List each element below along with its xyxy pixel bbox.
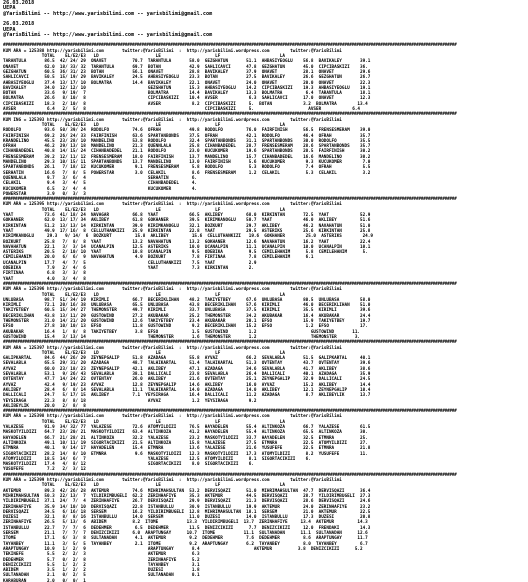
- result-row: ZERINHAFIYE 35.9 14/ 10/ 10 DERVISQAZI 22.8 ISTANBULLU 30.9 ISTANBULLU 19.9 AKTEMUR 24.0 ZERINHAFIYE 23.2: [3, 504, 371, 510]
- result-row: POWERSTAR 3.9 0/ 3/ 3: [3, 191, 86, 197]
- result-row: BAVIKALEY 34.0 12/ 12/ 10 GEZGHATUN 15.3 AHBASIYEOGLU 14.2 CIPCIBASKIZI 19.3 AHBASIYEOGLU 19.1: [3, 85, 371, 91]
- result-row: CELAKIL 9.4 3/ 4/ 5 CIHANBADEDEL 4.: [3, 181, 198, 187]
- result-row: TAYANBEY 11.1 3/ 5/ 5 TAYANBEY 2.1 ITOME 9.2 ARAPTUNGAY 6.2 TAYANBEY 8.0 TAYANBEY 6.7: [3, 541, 368, 547]
- result-row: OFRAH 46.2 29/ 13/ 18 MANDELINO 21.3 QUENNLALA 25.8 CIHANBADEDEL 28.7 FRENSESMERAM 28.6 SPARTANBONDS 35.7: [3, 144, 371, 150]
- result-row: SPARTANBONDS 26.1 7/ 18/ 12 KUCUKOMER 9.1 FRENSESMERAM 5.8 RODOLFO 5.3 RODOLFO 7.4 OFRAH 5.5: [3, 165, 371, 171]
- result-row: TAKIYETBEY 60.5 15/ 34/ 27 THEMONSTER 49.7 KIRIMLI 33.7 UNLUBASA 37.5 KIRIMLI 35.5 KIRIMLI 39.6: [3, 308, 371, 314]
- header-line: 26.03.2018: [3, 0, 35, 6]
- race-title: KUM ARA = 125395 http://yarisbilimi.com twitter:@YarisBilimi : http://yarisbilimi.wordpress.com twitter:@YarisBilimi: [3, 202, 342, 208]
- result-row: NAVAHATUN 22.1 3/ 3/ 14 UCANALPIN 12.5 ASTERIKS 10.0 UCANALPIN 11.1 UCANALPIN 10.0 UCANALPIN 10.1: [3, 244, 371, 250]
- result-row: TARANTULA 86.5 42/ 24/ 29 ONAVET 70.7 TARANTULA 58.0 GEZGHATUN 51.1 AHBASIYEOGLU 56.8 BAVIKALEY 39.1: [3, 59, 371, 65]
- result-row: ONAVET 62.0 18/ 33/ 32 TARANTULA 69.7 BOTAN 42.9 SAHLICAVCI 47.8 GEZGHATUN 45.0 CIPCIBASKIZI 36.: [3, 64, 368, 70]
- result-row: SIGORTACIKIZI 28.2 14/ 8/ 10 ETMNRA 9.6 MASKOTYILDIZI 12.3 MASKOTYILDIZI 17.3 ATOMYILDIZI 8.2 YUSUFEFE 11.: [3, 451, 368, 457]
- result-row: SERSEM 21.1 7/ 7/ 7 DENIZCIKIZI 6.0 ARAPTUNGAY 10.7 ITOME 11.1 SULTANADAN 11.1 SULTANADAN 12.6: [3, 531, 368, 536]
- result-row: ALTINKOZA 49.1 10/ 11/ 19 SIGORTACIKIZI 21.5 ALTINKOZA 15.8 YALAZESE 27.5 ETMNRA 22.5 ATOMYILDIZI 27.: [3, 440, 368, 446]
- result-row: YEYSIRAGA 22.3 8/ 8/ 18 AYVAZ 1.2 YEYSIRAGA 9.2: [3, 398, 257, 404]
- result-row: TEKINEFE 5.5 2/ 2/ 3 AKTEMUR 6.3: [3, 552, 200, 558]
- race-title: KUM ARA = 125397 http://yarisbilimi.com twitter:@YarisBilimi : http://yarisbilimi.wordpress.com twitter:@YarisBilimi: [3, 345, 342, 351]
- column-header: TOTAL EL/E2/E3 LD LE LF LA: [3, 483, 285, 489]
- separator-rule: ##############################################################################################################################################################################################: [3, 43, 457, 49]
- result-row: AYVAZ 42.4 9/ 19/ 23 AYVAZ 12.8 ZEYNEPGALIP 14.6 AKLIBEY 16.0 AYVAZ 15.2 AKLIBEY 14.4: [3, 382, 371, 388]
- separator-rule: ##############################################################################################################################################################################################: [3, 197, 457, 203]
- result-row: DERVISQAZI 34.5 6/ 16/ 18 SERSEM 16.2 YILDIRIMBUGELI 12.8 MIHRIMAHSULTAN 18.1 SERSEM 21.0 AKTEMUR 22.5: [3, 509, 371, 515]
- result-row: YALAZESE 91.9 34/ 32/ 77 YALAZESE 72.6 ATOMYILDIZI 76.5 HAYADELEN 55.4 ALTINKOZA 66.7 YALAZESE 61.5: [3, 425, 371, 430]
- result-row: THEMONSTER 31.0 14/ 21/ 20 GUSTOWIND 12.6 TAKIYETBEY 23.4 AKUBAKAR 20.1 EFSO 15.9 TAKIYETBEY 19.7: [3, 319, 371, 324]
- result-row: BOTAN 33.6 9/ 19/ 7 BOLMATRA 14.4 BAVIKALEY 13.3 BOLMATRA 6.4 TARANTULA 18.1: [3, 91, 371, 97]
- result-row: ETMNRA 40.1 9/ 14/ 17 HAYADELEN 15.4 ETMNRA 13.6 YALAZESE 21.6 YUSUFEFE 22.5 ETMNRA 21.8: [3, 446, 371, 452]
- result-row: KIRKINTAN 51.2 13/ 13/ 14 KIRKINTAN 39.9 KIRIMKANOGLU 32.1 BOZKURT 29.7 AKLIBEY 46.2 NAVAHATUN 51.0: [3, 223, 371, 229]
- result-row: YILDIRIMBUGELI 37.1 24/ 7/ 4 ZERINHAFIYE 26.7 DERVISQAZI 29.9 DERVISQAZI 21.3 DERVISQAZI 28.6 DERVISQAZI 24.6: [3, 499, 371, 505]
- result-row: KIRIMLI 72.1 20/ 16/ 38 UNLUBASA 65.5 UNLUBASA 43.8 BECERIKLIHAN 57.6 KIRIMLI 46.0 BECERIKLIHAN 51.0: [3, 303, 371, 309]
- header-line: @YarisBilimi -- http://www.yarisbilimi.com -- yarisbilimi@gmail.com: [3, 10, 213, 17]
- result-row: HAYADELEN 66.7 21/ 28/ 21 ALTINKOZA 32.2 YALAZESE 23.2 MASKOTYILDIZI 33.7 HAYADELEN 32.5 ETMNRA 25.: [3, 435, 368, 441]
- race-title: KUM ARA = 125399 http://yarisbilimi.com twitter:@YarisBilimi : http://yarisbilimi.wordpress.com twitter:@YarisBilimi: [3, 478, 342, 483]
- race-title: KUM ARA = 125396 http://yarisbilimi.com twitter:@YarisBilimi : http://yarisbilimi.wordpress.com twitter:@YarisBilimi: [3, 287, 342, 293]
- result-row: FRENSESMERAM 39.2 12/ 11/ 12 FRENSESMERAM 18.0 FAIRFINISH 13.7 MANDELINO 15.7 CIHANBADEDEL 16.6 MANDELINO 30.2: [3, 154, 371, 160]
- result-row: MASKOTYILDIZI 17.4 4/ 8/ 12 SIGORTACIKIZI 8.0 SIGORTACIKIZI 6.: [3, 462, 254, 468]
- separator-rule: ##############################################################################################################################################################################################: [3, 112, 457, 118]
- result-row: EFSO 27.8 10/ 10/ 13 EFSO 11.8 GUSTOWIND 9.2 BECERIKLIHAN 15.2 EFSO 1.2 EFSO 17.: [3, 324, 368, 330]
- result-row: CIHANBADEDEL 40.8 14/ 15/ 24 CIHANBADEDEL 21.1 RODOLFO 23.0 KUCUKOMER 19.6 SPARTANBONDS 20.5 FAIRFINISH 30.2: [3, 149, 371, 155]
- result-row: YUSUFEFE 7.2 2/ 3/ 12: [3, 467, 86, 473]
- result-row: UNLUBASA 98.7 51/ 34/ 19 KIRIMLI 66.7 BECERIKLIHAN 48.2 TAKIYETBEY 67.6 UNLUBASA 80.5 UNLUBASA 58.0: [3, 297, 371, 303]
- race-title: KUM ARA = 125388 http://yarisbilimi.com twitter:@YarisBilimi : http://yarisbilimi.wordpress.com twitter:@YarisBilimi: [3, 48, 342, 54]
- result-row: FIRTINAA 6.8 3/ 3/ 8: [3, 271, 86, 277]
- result-row: DALLICALI 24.7 5/ 17/ 15 AKLIBEY 7.1 YEYSIRAGA 16.4 DALLICALI 11.2 AZADAGA 8.7 AKLIBEYLIK 13.7: [3, 393, 371, 399]
- result-row: OVTENTAY 47.7 14/ 24/ 22 OVTENTAY 26.0 AKLIBEY 21.6 OVTENTAY 25.1 ZEYNEPGALIP 32.9 DALLICALI 24.5: [3, 377, 371, 383]
- result-row: AVSER 6.4 2/ 5/ 8 CIPCIBASKIZI 5. AVSER 6.4: [3, 107, 360, 112]
- result-row: GUSTOWIND 15.4 3/ 13/ 14 THEMONSTER 1.6 THEMONSTER 1.2 THEMONSTER 3.: [3, 334, 360, 340]
- result-row: ATOMYILDIZI 18.5 14/ 6/ 7 YALAZESE 12.5 ATOMYILDIZI 8.1 SIGORTACIKIZI 6.: [3, 456, 311, 462]
- result-row: MANDELINO 29.3 10/ 15/ 11 SPARTANBONDS 13.7 MANDELINO 13.0 FAIRFINISH 5.6 KUCUKOMER 9.3 KUCUKOMER 7.0: [3, 160, 371, 165]
- result-row: YAAT 49.9 17/ 16/ 8 CELLUTHANKIZI 25.9 KIRKINTAN 22.8 YAAT 29.5 ASTERIKS 25.6 KIRKINTAN 25.8: [3, 228, 371, 234]
- result-row: BECERIKLIHAN 43.8 13/ 11/ 29 GUSTOWIND 27.2 AKUBAKAR 25.2 THEMONSTER 34.2 AKUBAKAR 16.4 AKUBAKAR 24.4: [3, 313, 371, 319]
- result-row: AHBASIYEOGLU 37.4 13/ 17/ 10 BOLMATRA 14.4 BAVIKALEY 22.1 ONAVET 24.0 ONAVET 20.0 ONAVET 22.3: [3, 80, 371, 86]
- result-row: MIHRIMAHSULTAN 50.3 22/ 13/ 7 YILDIRIMBUGELI 62.2 ZERINHAFIYE 35.3 AKTEMUR 44.5 DERVISQAZI 28.7 YILDIRIMBUGELI 27.3: [3, 493, 371, 499]
- result-row: DEDEHMER 5.7 0/ 2/ 8 ZERINHAFIYE 5.2: [3, 557, 200, 563]
- result-row: AKTEMUR 89.3 42/ 26/ 28 AKTEMUR 74.6 MIHRIMAHSULTAN 53.2 DERVISQAZI 51.0 MIHRIMAHSULTAN 47.7 DERVISQAZI 36.4: [3, 488, 371, 494]
- result-row: ISTANBULLU 22.7 7/ 7/ 6 DEDEHMER 6.5 DEDEHMER 11.5 DENIZCIKIZI 7.7 DENIZCIKIZI 12.0 FRENDAKI 14.3: [3, 525, 371, 531]
- result-row: ODEBIKA 7.9 2/ 4/ 6 YAAT 7.3 KIRKINTAN 2.: [3, 266, 254, 271]
- header-line: UEPA: [3, 26, 16, 33]
- column-header: TOTAL EL/E2/E3 LD LE LF LA: [3, 54, 285, 59]
- result-row: AKUBAKAR 16.4 1/ 8/ 8 TAKIYETBEY 3.8 EFSO 1.5 GUSTOWIND 1.2 GUSTOWIND 11.: [3, 329, 360, 335]
- result-row: QUENNLALA 9.7 3/ 6/ 4 SERHATIN 6.: [3, 175, 198, 181]
- result-row: ASTERIKS 20.5 2/ 10/ 10 YAAT 10.8 UCANALPIN 9.5 ODEBIKA 9.5 CEMILEHANIM 5.8 CEMILEHANIM 5.: [3, 250, 368, 256]
- result-row: DENIZCIKIZI 5.5 1/ 2/ 2 TAYANBEY 3.1: [3, 562, 200, 568]
- separator-rule: ##############################################################################################################################################################################################: [3, 340, 457, 346]
- race-title: KUM ARA = 125398 http://yarisbilimi.com twitter:@YarisBilimi : http://yarisbilimi.wordpress.com twitter:@YarisBilimi: [3, 414, 342, 420]
- result-row: ZERINHAFIYE 26.5 5/ 13/ 6 ABIDEM 8.2 ITOME 13.3 YILDIRIMBUGELI 13.7 ZERINHAFIYE 13.4 AKTEMUR 14.3: [3, 520, 368, 526]
- result-row: GALIPKARTAL 84.6 44/ 26/ 29 ZEYNEPGALIP 51.8 AZADAGA 55.8 AYVAZ 66.2 SEVALABLA 51.5 GALIPKARTAL 40.1: [3, 356, 371, 362]
- column-header: TOTAL EL/E2/E3 LD LE LF LA: [3, 292, 285, 298]
- result-row: AKLIBEYLIK 20.0 2/ 8/ 8: [3, 403, 86, 409]
- result-row: AYVAZ 60.0 23/ 18/ 23 ZEYNEPGALIP 42.1 AKLIBEY 47.1 AZADAGA 34.6 SEVALABLA 41.7 AKLIBEY 38.6: [3, 366, 371, 372]
- result-row: GOKHANER 62.0 13/ 17/ 34 AKLIBEY 61.8 GOKHANER 39.5 KIRIMKANOGLU 50.7 YAAT 46.0 AKLIBEY 51.6: [3, 218, 371, 224]
- separator-rule: ##############################################################################################################################################################################################: [3, 281, 457, 287]
- column-header: TOTAL EL/E2/E3 LD LE LF LA: [3, 350, 285, 356]
- result-row: KIRIMKANOGLU 29.3 9/ 14/ 6 BOZKURT 15.8 AKLIBEY 15.6 CELLUTHANKIZI 19.6 GOKHANER 25.0 ASTERIKS 24.9: [3, 234, 373, 240]
- result-row: FAIRFINISH 69.2 26/ 24/ 33 FAIRFINISH 63.6 SPARTANBONDS 37.5 OFRAH 42.1 RODOLFO 46.4 OFRAH 35.7: [3, 133, 371, 139]
- result-row: KUCUKOMER 6.5 2/ 4/ 4 KUCUKOMER 4.: [3, 186, 198, 192]
- column-header: TOTAL EL/E2/E3 LD LE LF LA: [3, 207, 285, 213]
- header-line: 26.03.2018: [3, 21, 35, 28]
- result-row: YAAT 73.6 41/ 18/ 24 NAVAGAR 66.8 YAAT 66.5 AKLIBEY 68.0 KIRKINTAN 72.5 YAAT 52.9: [3, 213, 371, 218]
- result-row: DUZESI 32.1 8/ 8/ 16 ISTANBULLU 14.0 SERSEM 11.0 DUZESI 14.0 ISTANBULLU 17.3 DUZESI 20.8: [3, 515, 371, 521]
- result-row: CEMILEHANIM 20.0 6/ 6/ 9 NAVAHATUN 4.9 BOZKURT 7.8 FIRTINAA 7.8 CEMILEHANIM 6.1: [3, 255, 314, 261]
- header-line: UEPA: [3, 5, 16, 12]
- result-row: KRANDELINO 45.5 23/ 28/ 10 MANDELINO 53.8 RODOLFO 32.4 SPARTANBONDS 31.1 SPARTANBONDS 30.0 RODOLFO 35.5: [3, 138, 371, 144]
- result-row: ABIDEM 3.5 1/ 2/ 2 DUZESI 1.8: [3, 568, 200, 574]
- race-title: KUM ING = 125393 http://yarisbilimi.com twitter:@YarisBilimi : http://yarisbilimi.wordpress.com twitter:@YarisBilimi: [3, 117, 342, 123]
- result-row: SAHLICAVCI 50.5 15/ 19/ 29 BAVIKALEY 24.5 AHBASIYEOGLU 23.3 BOTAN 27.5 BAVIKALEY 26.6 GEZGHATUN 26.7: [3, 75, 371, 81]
- result-row: MASKOTYILDIZI 64.7 23/ 20/ 21 MASKOTYILDIZI 63.4 ALTINKOZA 41.2 HAYADELEN 55.4 ALTINKOZA 65.5 ALTINKOZA 30.: [3, 430, 368, 436]
- result-row: ARAPTUNGAY 10.9 1/ 2/ 9 ARAPTUNGAY 8.4 AKTEMUR 3.8 DENIZCIKIZI 5.2: [3, 546, 363, 552]
- result-row: YAAT 4.0 3/ 4/ 8: [3, 276, 86, 282]
- separator-rule: ##############################################################################################################################################################################################: [3, 472, 457, 478]
- result-row: ITOME 17.1 6/ 3/ 8 SULTANADAN 4.1 AKTEMUR 9.2 DEDEHMER 7.6 DEDEHMER 8.6 ARAPTUNGAY 11.7: [3, 536, 368, 542]
- result-row: UCANALPIN 17.7 4/ 7/ 5 CELLUTHANKIZI 7.5 YAAT 2.9: [3, 260, 257, 266]
- result-row: AKLIBEY 28.4 6/ 8/ 14 SEVALABLA 11.1 TALHIKARTAL 14.0 AZADAGA 14.0 AKLIBEY 12.1 ZEYNEPGALIP 10.4: [3, 387, 371, 393]
- result-row: SEVALABLA 53.1 9/ 26/ 43 SEVALABLA 38.1 DALLICALI 23.8 SEVALABLA 26.4 DALLICALI 40.1 AZADAGA 35.9: [3, 372, 371, 377]
- result-row: CIPCIBASKIZI 18.3 2/ 10/ 8 AVSER 8.2 CIPCIBASKIZI 5. BOTAN 3.2 BOLMATRA 13.4: [3, 101, 368, 107]
- result-row: SULTANADAN 2.1 0/ 2/ 5 SULTANADAN 0.1: [3, 573, 200, 579]
- column-header: TOTAL EL/E2/E3 LD LE LF LA: [3, 419, 285, 425]
- separator-rule: ##############################################################################################################################################################################################: [3, 409, 457, 415]
- result-row: BOZKURT 25.8 7/ 8/ 8 YAAT 13.2 NAVAHATUN 13.2 GOKHANER 12.6 NAVAHATUN 16.2 YAAT 22.4: [3, 239, 371, 245]
- result-row: GEZGHATUN 60.5 36/ 31/ 23 BOTAN 56.1 ONAVET 28.8 BAVIKALEY 37.9 ONAVET 28.1 ONAVET 29.6: [3, 69, 371, 75]
- column-header: TOTAL EL/E2/E3 LD LE LF LA: [3, 122, 285, 128]
- header-line: @YarisBilimi -- http://www.yarisbilimi.com -- yarisbilimi@gmail.com: [3, 31, 213, 38]
- result-row: SERHATIN 16.6 7/ 8/ 5 POWERSTAR 3.0 CELAKIL 8.6 FRENSESMERAM 1.2 CELAKIL 5.3 CELAKIL 3.2: [3, 170, 371, 176]
- result-row: RODOLFO 93.6 50/ 39/ 24 RODOLFO 74.6 OFRAH 49.8 RODOLFO 76.0 FAIRFINISH 56.5 FRENSESMERAM 39.0: [3, 128, 371, 134]
- result-row: BOLMATRA 26.6 8/ 10/ 8 CIPCIBASKIZI 10.4 AVSER 6.3 SAHLICAVCI 17.0 ONAVET 12.3: [3, 96, 371, 102]
- result-row: KARABURAN 2.0 0/ 0/ 1: [3, 578, 86, 582]
- result-row: SEVALABLA 65.5 29/ 31/ 20 AZADAGA 48.7 TALHIKARTAL 51.4 TALHIKARTAL 51.3 OVTENTAY 43.7 OVTENTAY 39.6: [3, 361, 371, 367]
